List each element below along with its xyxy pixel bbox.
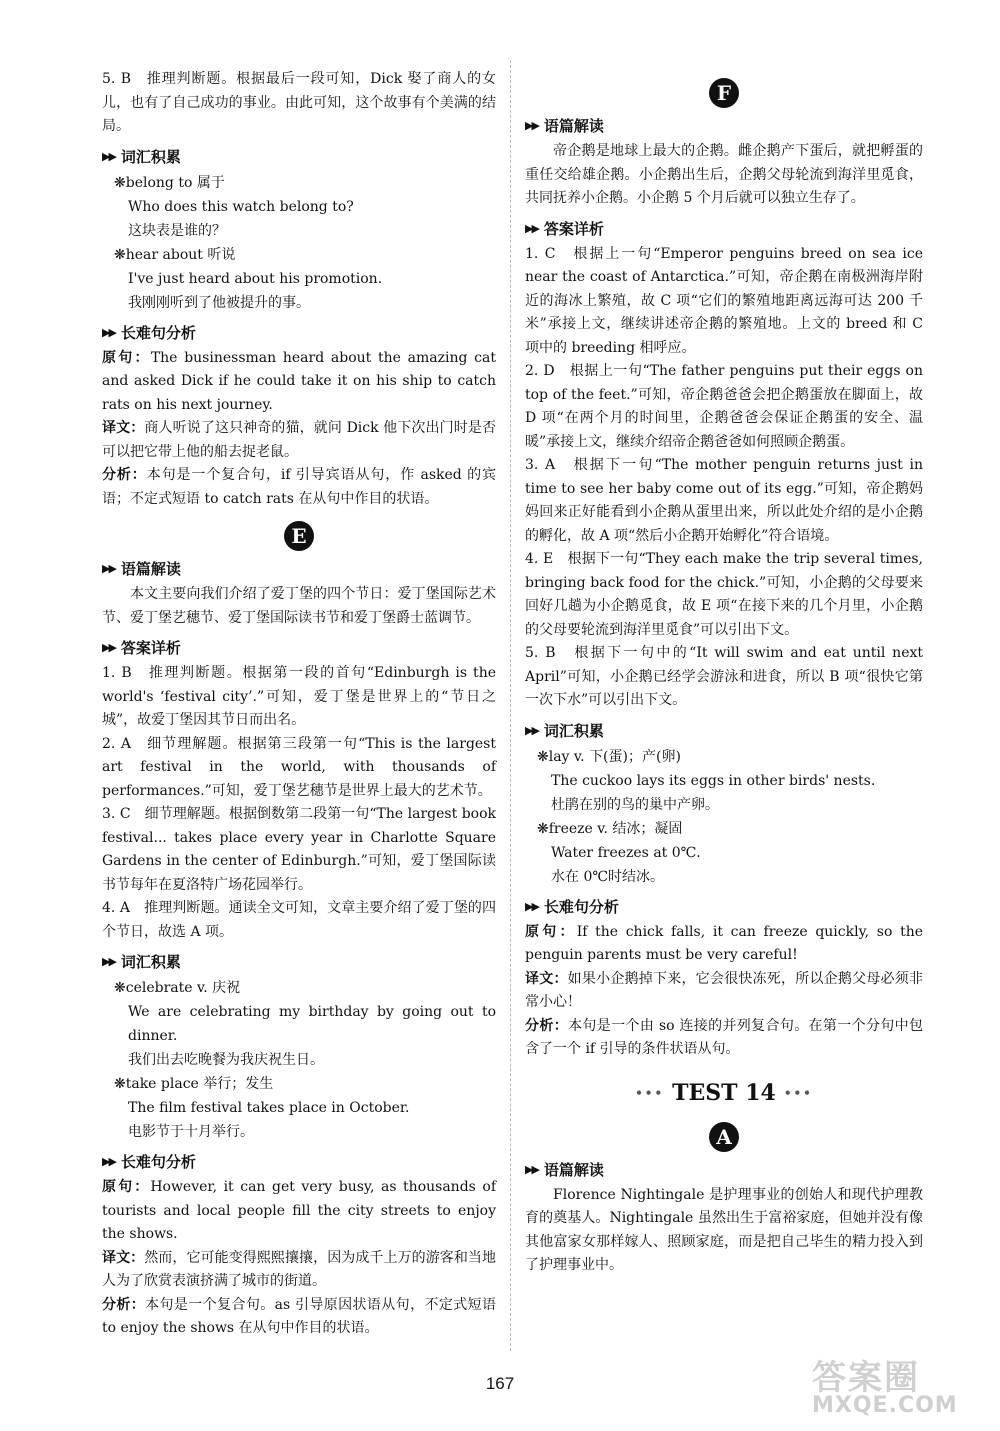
heading-marker-icon: ▶▶ (525, 119, 538, 132)
vocab-heading: ▶▶ 词汇积累 (525, 719, 923, 743)
vocab-example: We are celebrating my birthday by going out to dinner. (128, 1004, 496, 1044)
vocab-example: Who does this watch belong to? (128, 198, 354, 215)
vocab-term: ❋freeze v. 结冰；凝固 (537, 820, 683, 837)
long-sentence-heading: ▶▶ 长难句分析 (102, 1150, 496, 1174)
vocab-translation: 我刚刚听到了他被提升的事。 (128, 294, 310, 311)
answers-heading: ▶▶ 答案详析 (525, 217, 923, 241)
answer-item: 3. A 根据下一句“The mother penguin returns just in time to see her baby come out of its egg.”可知，帝企鹅妈妈回来正好能看到小企鹅从蛋里出来，所以此处介绍的是小企鹅的孵化，故 A 项“然后小企鹅开始孵化”符合语境。 (525, 457, 923, 544)
vocab-example: I've just heard about his promotion. (128, 270, 383, 287)
section-letter-f: F (709, 78, 739, 108)
vocab-example: The cuckoo lays its eggs in other birds' nests. (551, 772, 876, 789)
heading-marker-icon: ▶▶ (102, 641, 115, 654)
answer-item: 5. B 推理判断题。根据最后一段可知，Dick 娶了商人的女儿，也有了自己成功的事业。由此可知，这个故事有个美满的结局。 (102, 71, 496, 134)
passage-heading: ▶▶ 语篇解读 (525, 1158, 923, 1182)
long-sentence-original: 原句：If the chick falls, it can freeze quickly, so the penguin parents must be very careful! (525, 923, 923, 963)
vocab-term: ❋belong to 属于 (114, 174, 225, 191)
vocab-translation: 我们出去吃晚餐为我庆祝生日。 (128, 1052, 324, 1068)
section-letter-a: A (709, 1122, 739, 1152)
vocab-example: The film festival takes place in October. (128, 1100, 410, 1116)
answer-item: 4. E 根据下一句“They each make the trip several times, bringing back food for the chick.”可知，小企鹅的父母要来回好几趟为小企鹅觅食，故 E 项“在接下来的几个月里，小企鹅的父母要轮流到海洋里觅食”可以引出下文。 (525, 551, 923, 638)
long-sentence-heading: ▶▶ 长难句分析 (102, 321, 496, 345)
vocab-heading: ▶▶ 词汇积累 (102, 145, 496, 169)
heading-marker-icon: ▶▶ (102, 325, 115, 339)
passage-heading: ▶▶ 语篇解读 (102, 557, 496, 581)
long-sentence-translation: 译文：如果小企鹅掉下来，它会很快冻死，所以企鹅父母必须非常小心！ (525, 970, 924, 1010)
answers-heading: ▶▶ 答案详析 (102, 636, 496, 660)
heading-marker-icon: ▶▶ (525, 1162, 538, 1176)
passage-summary: Florence Nightingale 是护理事业的创始人和现代护理教育的奠基人。Nightingale 虽然出生于富裕家庭，但她并没有像其他富家女那样嫁人、照顾家庭，而是把自己毕生的精力投入到了护理事业中。 (525, 1186, 923, 1273)
site-watermark: 答案圈 MXQE.COM (812, 1358, 958, 1418)
long-sentence-analysis: 分析：本句是一个复合句，if 引导宾语从句，作 asked 的宾语；不定式短语 to catch rats 在从句中作目的状语。 (102, 467, 496, 507)
answer-item: 2. A 细节理解题。根据第三段第一句“This is the largest art festival in the world, with thousands of performances.”可知，爱丁堡艺穗节是世界上最大的艺术节。 (102, 735, 496, 799)
section-letter-e: E (284, 521, 314, 551)
vocab-list (102, 171, 496, 315)
vocab-list (525, 745, 923, 889)
page-number: 167 (485, 1374, 515, 1393)
right-column (525, 76, 923, 1278)
answer-item: 2. D 根据上一句“The father penguins put their eggs on top of the feet.”可知，帝企鹅爸爸会把企鹅蛋放在脚面上，故 D 项“在两个月的时间里，企鹅爸爸会保证企鹅蛋的安全、温暖”承接上文，继续介绍帝企鹅爸爸如何照顾企鹅蛋。 (525, 363, 923, 450)
long-sentence-heading: ▶▶ 长难句分析 (525, 895, 923, 919)
passage-summary: 帝企鹅是地球上最大的企鹅。雌企鹅产下蛋后，就把孵蛋的重任交给雄企鹅。小企鹅出生后，企鹅父母轮流到海洋里觅食，共同抚养小企鹅。小企鹅 5 个月后就可以独立生存了。 (525, 143, 923, 206)
passage-summary: 本文主要向我们介绍了爱丁堡的四个节日：爱丁堡国际艺术节、爱丁堡艺穗节、爱丁堡国际读书节和爱丁堡爵士蓝调节。 (102, 586, 496, 626)
column-divider (510, 60, 511, 1351)
vocab-translation: 电影节于十月举行。 (128, 1124, 254, 1140)
vocab-translation: 水在 0℃时结冰。 (551, 868, 665, 885)
long-sentence-original: 原句：However, it can get very busy, as thousands of tourists and local people fill the city streets to enjoy the shows. (102, 1179, 497, 1242)
heading-marker-icon: ▶▶ (102, 149, 115, 163)
long-sentence-analysis: 分析：本句是一个复合句。as 引导原因状语从句，不定式短语 to enjoy the shows 在从句中作目的状语。 (102, 1296, 496, 1336)
answer-item: 1. C 根据上一句“Emperor penguins breed on sea ice near the coast of Antarctica.”可知，帝企鹅在南极洲海岸附近的海冰上繁殖，故 C 项“它们的繁殖地距离远海可达 200 千米”承接上文，继续讲述帝企鹅的繁殖地。上文的 breed 和 C 项中的 breeding 相呼应。 (525, 245, 923, 356)
test-title: ••• TEST 14 ••• (635, 1079, 813, 1106)
answer-item: 3. C 细节理解题。根据倒数第二段第一句“The largest book festival... takes place every year in Charlotte Square Gardens in the center of Edinburgh.”可知，爱丁堡国际读书节每年在夏洛特广场花园举行。 (102, 806, 496, 893)
answer-item: 1. B 推理判断题。根据第一段的首句“Edinburgh is the world's ‘festival city’.”可知，爱丁堡是世界上的“节日之城”，故爱丁堡因其节日而出名。 (102, 665, 496, 728)
vocab-example: Water freezes at 0℃. (551, 844, 701, 861)
passage-heading: ▶▶ 语篇解读 (525, 114, 923, 138)
dots-icon: ••• (635, 1085, 665, 1100)
left-column (102, 68, 496, 1341)
heading-marker-icon: ▶▶ (525, 723, 538, 737)
vocab-heading: ▶▶ 词汇积累 (102, 950, 496, 974)
vocab-translation: 这块表是谁的？ (128, 222, 226, 239)
vocab-term: ❋lay v. 下(蛋)；产(卵) (537, 748, 681, 765)
vocab-term: ❋hear about 听说 (114, 246, 236, 263)
heading-marker-icon: ▶▶ (525, 899, 538, 913)
heading-marker-icon: ▶▶ (102, 562, 115, 575)
long-sentence-translation: 译文：然而，它可能变得熙熙攘攘，因为成千上万的游客和当地人为了欣赏表演挤满了城市的街道。 (102, 1249, 497, 1289)
answer-item: 4. A 推理判断题。通读全文可知，文章主要介绍了爱丁堡的四个节日，故选 A 项。 (102, 900, 496, 940)
heading-marker-icon: ▶▶ (102, 955, 115, 968)
heading-marker-icon: ▶▶ (525, 221, 538, 235)
long-sentence-analysis: 分析：本句是一个由 so 连接的并列复合句。在第一个分句中包含了一个 if 引导的条件状语从句。 (525, 1017, 924, 1057)
long-sentence-translation: 译文：商人听说了这只神奇的猫，就问 Dick 他下次出门时是否可以把它带上他的船去捉老鼠。 (102, 420, 496, 460)
vocab-term: ❋celebrate v. 庆祝 (114, 980, 241, 996)
heading-marker-icon: ▶▶ (102, 1155, 115, 1168)
answer-item: 5. B 根据下一句中的“It will swim and eat until next April”可知，小企鹅已经学会游泳和进食，所以 B 项“很快它第一次下水”可以引出下文。 (525, 645, 923, 708)
vocab-list (102, 976, 496, 1144)
long-sentence-original: 原句：The businessman heard about the amazing cat and asked Dick if he could take it on his ship to catch rats on his next journey. (102, 349, 497, 413)
dots-icon: ••• (783, 1085, 813, 1100)
vocab-translation: 杜鹃在别的鸟的巢中产卵。 (551, 796, 719, 813)
vocab-term: ❋take place 举行；发生 (114, 1076, 274, 1092)
